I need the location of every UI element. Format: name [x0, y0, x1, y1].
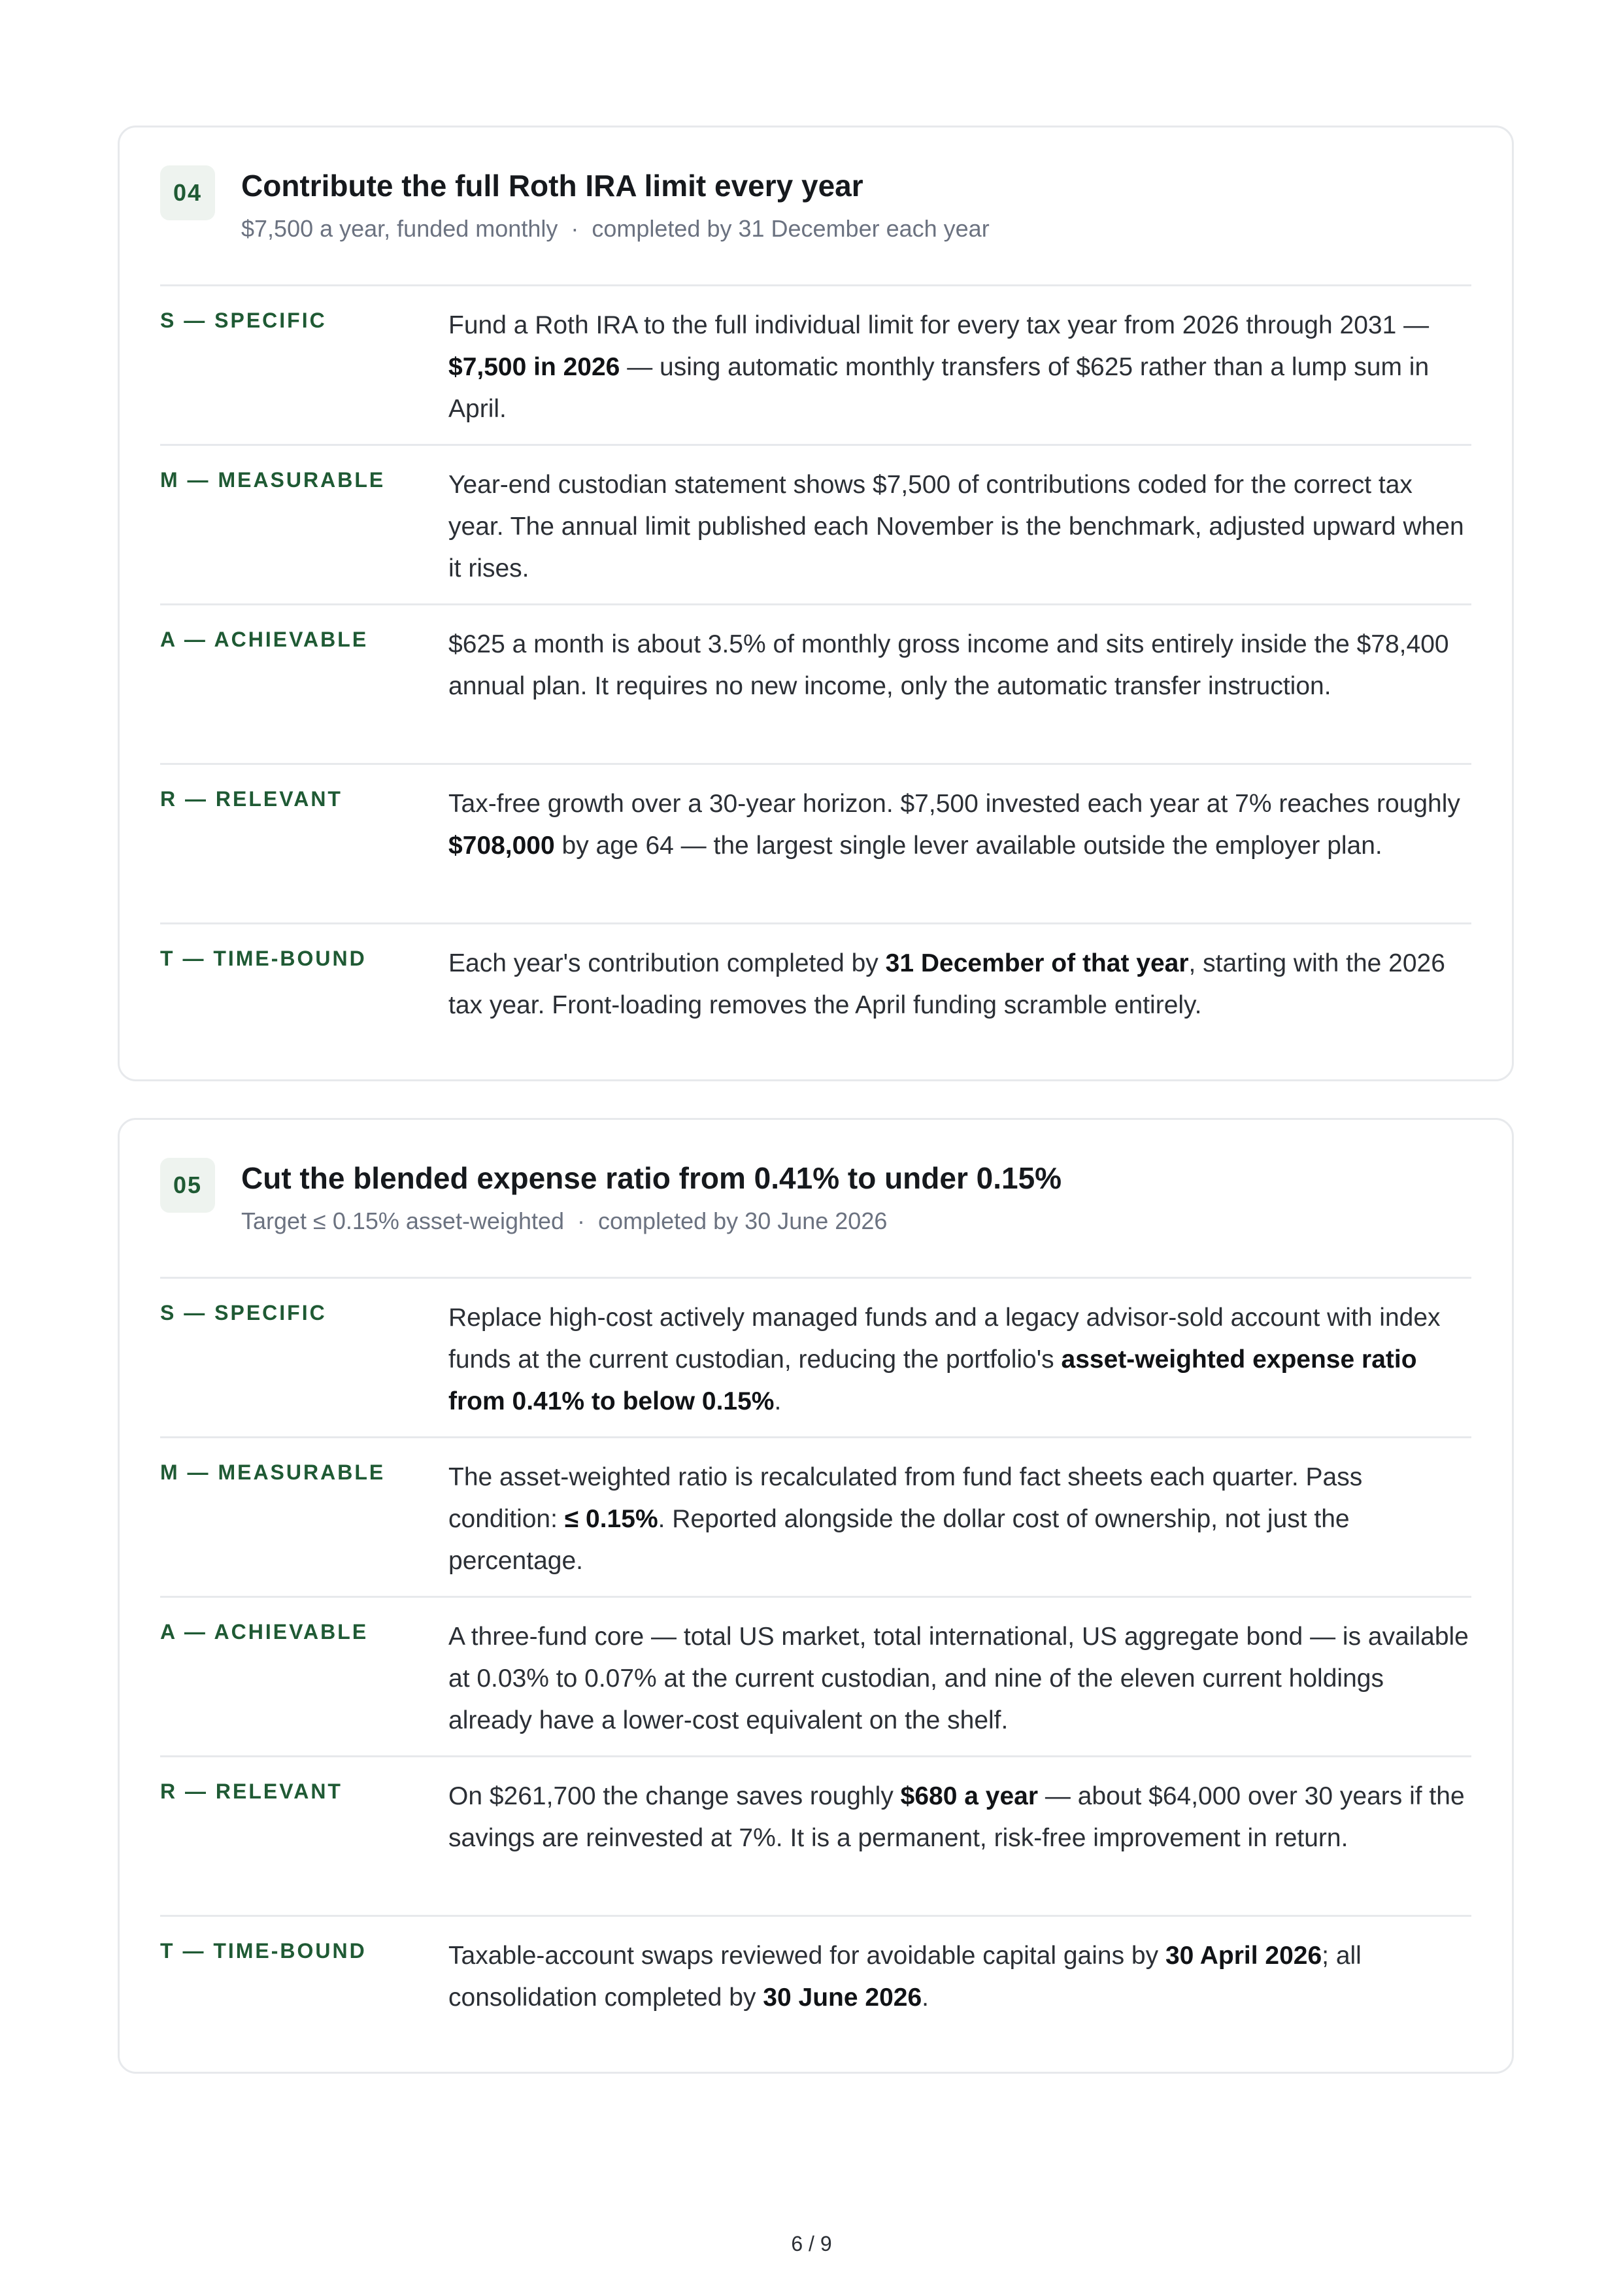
- smart-row: [160, 1436, 1471, 1596]
- goal-title: Cut the blended expense ratio from 0.41% to under 0.15%: [241, 1161, 1062, 1195]
- body-text: . Reported alongside the dollar cost of ownership, not just the percentage.: [448, 1505, 1350, 1575]
- smart-row-text: [448, 1457, 1471, 1582]
- body-text: On $261,700 the change saves roughly: [448, 1782, 901, 1810]
- smart-row-label: S — SPECIFIC: [160, 1301, 327, 1325]
- emphasis-text: ≤ 0.15%: [564, 1505, 658, 1533]
- goal-subtitle: [241, 215, 990, 243]
- body-text: ; all consolidation completed by: [448, 1942, 1362, 2012]
- body-text: Each year's contribution completed by: [448, 949, 886, 977]
- subtitle-separator: ·: [577, 1207, 586, 1234]
- body-text: $625 a month is about 3.5% of monthly gross income and sits entirely inside the $78,400 annual plan. It requires no new income, only the automatic transfer instruction.: [448, 630, 1449, 700]
- emphasis-text: 31 December of that year: [885, 949, 1189, 977]
- goal-subtitle: [241, 1207, 887, 1235]
- smart-row-text: [448, 1935, 1471, 2019]
- smart-row-text: [448, 943, 1471, 1026]
- smart-row-label: S — SPECIFIC: [160, 309, 327, 332]
- goal-card: [118, 126, 1514, 1081]
- body-text: by age 64 — the largest single lever available outside the employer plan.: [554, 832, 1382, 860]
- body-text: Tax-free growth over a 30-year horizon. $7,500 invested each year at 7% reaches roughly: [448, 790, 1460, 818]
- goal-target: $7,500 a year, funded monthly: [241, 215, 558, 242]
- body-text: The asset-weighted ratio is recalculated from fund fact sheets each quarter. Pass condition:: [448, 1463, 1363, 1533]
- body-text: Year-end custodian statement shows $7,500 of contributions coded for the correct tax year. The annual limit published each November is the benchmark, adjusted upward when it rises.: [448, 471, 1464, 582]
- smart-row-label: A — ACHIEVABLE: [160, 1620, 369, 1644]
- body-text: A three-fund core — total US market, total international, US aggregate bond — is available at 0.03% to 0.07% at the current custodian, and nine of the eleven current holdings already have a lower-cost equivalent on the shelf.: [448, 1623, 1469, 1734]
- smart-row-label: T — TIME-BOUND: [160, 1939, 367, 1963]
- body-text: — about $64,000 over 30 years if the savings are reinvested at 7%. It is a permanent, risk-free improvement in return.: [448, 1782, 1465, 1852]
- goal-target: Target ≤ 0.15% asset-weighted: [241, 1207, 565, 1234]
- smart-row-label: T — TIME-BOUND: [160, 947, 367, 970]
- body-text: Taxable-account swaps reviewed for avoidable capital gains by: [448, 1942, 1165, 1970]
- body-text: .: [922, 1984, 929, 2012]
- emphasis-text: $708,000: [448, 832, 555, 860]
- smart-row-label: M — MEASURABLE: [160, 1460, 386, 1484]
- smart-row-text: [448, 624, 1471, 707]
- smart-row: [160, 1596, 1471, 1755]
- goal-deadline: completed by 30 June 2026: [598, 1207, 888, 1234]
- body-text: Replace high-cost actively managed funds and a legacy advisor-sold account with index funds at the current custodian, reducing the portfolio's: [448, 1304, 1441, 1374]
- emphasis-text: $680 a year: [900, 1782, 1039, 1810]
- smart-row: [160, 284, 1471, 444]
- smart-row: [160, 1277, 1471, 1436]
- body-text: , starting with the 2026 tax year. Front-loading removes the April funding scramble entirely.: [448, 949, 1445, 1019]
- smart-row-text: [448, 1616, 1471, 1742]
- subtitle-separator: ·: [571, 215, 579, 242]
- smart-row-label: M — MEASURABLE: [160, 468, 386, 492]
- smart-row-text: [448, 305, 1471, 430]
- smart-rows: [160, 1277, 1471, 2074]
- smart-rows: [160, 284, 1471, 1082]
- smart-row-text: [448, 783, 1471, 867]
- goal-number-badge: 05: [160, 1158, 215, 1213]
- page-number: 6 / 9: [791, 2232, 832, 2255]
- body-text: Fund a Roth IRA to the full individual limit for every tax year from 2026 through 2031 —: [448, 311, 1430, 339]
- goal-title: Contribute the full Roth IRA limit every year: [241, 169, 863, 203]
- smart-row: [160, 444, 1471, 603]
- body-text: — using automatic monthly transfers of $625 rather than a lump sum in April.: [448, 353, 1430, 423]
- emphasis-text: asset-weighted expense ratio from 0.41% to below 0.15%: [448, 1345, 1417, 1415]
- goal-number-badge: 04: [160, 165, 215, 220]
- smart-row-label: R — RELEVANT: [160, 1780, 343, 1803]
- smart-row: [160, 1915, 1471, 2074]
- smart-row: [160, 763, 1471, 922]
- smart-row-label: A — ACHIEVABLE: [160, 628, 369, 651]
- goal-card: [118, 1118, 1514, 2074]
- smart-row: [160, 1755, 1471, 1915]
- emphasis-text: 30 April 2026: [1165, 1942, 1322, 1970]
- goal-deadline: completed by 31 December each year: [592, 215, 990, 242]
- emphasis-text: $7,500 in 2026: [448, 353, 620, 381]
- body-text: .: [774, 1387, 782, 1415]
- smart-row: [160, 922, 1471, 1082]
- smart-row: [160, 603, 1471, 763]
- smart-row-text: [448, 1776, 1471, 1859]
- smart-row-label: R — RELEVANT: [160, 787, 343, 811]
- smart-row-text: [448, 1297, 1471, 1423]
- emphasis-text: 30 June 2026: [763, 1984, 922, 2012]
- smart-row-text: [448, 464, 1471, 590]
